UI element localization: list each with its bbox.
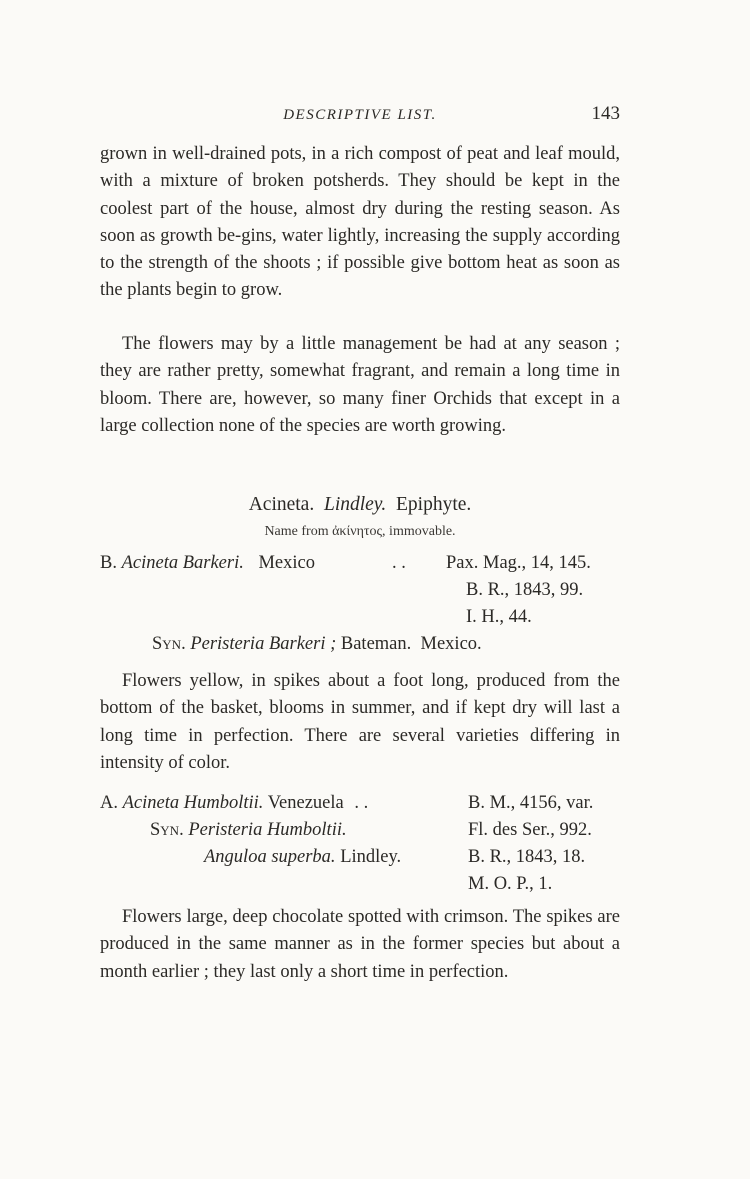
genus-etymology: Name from ἀκίνητος, immovable. xyxy=(264,524,456,539)
species-1-ref-1: Pax. Mag., 14, 145. xyxy=(446,553,591,573)
paragraph-3: Flowers yellow, in spikes about a foot long, produced from the bottom of the basket, blooms in summer, and if kept dry will last a long time in perfection. There are several varieties differing in intensity of color. xyxy=(100,671,620,773)
paragraph-2: The flowers may by a little management be had at any season ; they are rather pretty, somewhat fragrant, and remain a long time in bloom. There are, however, so many finer Orchids that except in a large collection none of the species are worth growing. xyxy=(100,334,620,436)
genus-name: Acineta. xyxy=(248,494,315,515)
paragraph-1: grown in well-drained pots, in a rich compost of peat and leaf mould, with a mixture of broken potsherds. They should be kept in the coolest part of the house, almost dry during the resting season. As soon as growth be-gins, water lightly, increasing the supply according to the strength of the shoots ; if possible give bottom heat as soon as the plants begin to grow. xyxy=(100,144,620,301)
species-1-ref-3: I. H., 44. xyxy=(466,607,532,627)
species-1-synonym-name: Peristeria Barkeri ; xyxy=(190,634,337,654)
running-head: DESCRIPTIVE LIST. xyxy=(283,107,437,123)
page-header xyxy=(100,103,620,131)
species-2-mark: A. xyxy=(100,793,118,813)
species-2-synonym-line-1 xyxy=(150,820,347,841)
genus-heading xyxy=(100,494,620,516)
species-2-synonym-line-2 xyxy=(204,847,401,868)
species-2-ref-2: Fl. des Ser., 992. xyxy=(468,820,592,840)
species-1-entry xyxy=(100,553,315,574)
paragraph-1-block xyxy=(100,141,620,305)
genus-habit: Epiphyte. xyxy=(396,494,472,515)
species-2-ref-4: M. O. P., 1. xyxy=(468,874,553,894)
paragraph-4: Flowers large, deep chocolate spotted with crimson. The spikes are produced in the same manner as in the former species but about a month earlier ; they last only a short time in perfection. xyxy=(100,907,620,982)
species-2-ref-3: B. R., 1843, 18. xyxy=(468,847,586,867)
species-1-synonym-line xyxy=(152,634,482,655)
species-2-synonym-1-name: Peristeria Humboltii. xyxy=(188,820,347,840)
page-number: 143 xyxy=(591,103,620,124)
species-2-locality: Venezuela xyxy=(267,793,344,813)
species-1-synonym-locality: Mexico. xyxy=(420,634,482,654)
genus-author: Lindley. xyxy=(323,494,387,515)
species-1-ref-2: B. R., 1843, 99. xyxy=(466,580,584,600)
synonym-label: Syn. xyxy=(150,820,184,840)
paragraph-4-block xyxy=(100,904,620,986)
species-2-name: Acineta Humboltii. xyxy=(122,793,264,813)
species-1-mark: B. xyxy=(100,553,117,573)
species-2-entry xyxy=(100,793,368,814)
species-1-name: Acineta Barkeri. xyxy=(121,553,244,573)
species-2-synonym-2-name: Anguloa superba. xyxy=(204,847,336,867)
species-1-leader: . . xyxy=(392,553,406,573)
synonym-label: Syn. xyxy=(152,634,186,654)
species-2-ref-1: B. M., 4156, var. xyxy=(468,793,594,813)
species-1-locality: Mexico xyxy=(258,553,315,573)
paragraph-3-block xyxy=(100,668,620,777)
species-1-synonym-author: Bateman. xyxy=(340,634,412,654)
paragraph-2-block xyxy=(100,331,620,440)
species-2-leader: . . xyxy=(354,793,369,813)
species-2-synonym-2-author: Lindley. xyxy=(340,847,402,867)
